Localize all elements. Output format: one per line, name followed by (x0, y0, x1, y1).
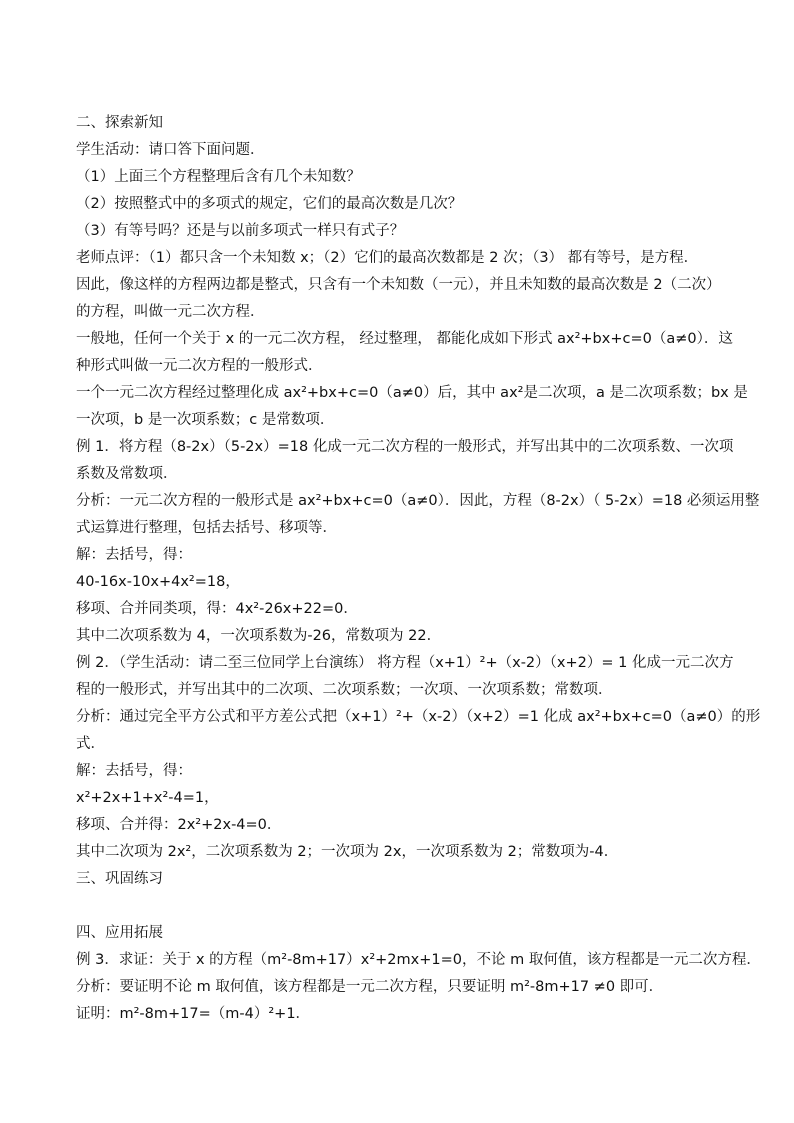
analysis-3: 分析：要证明不论 m 取何值，该方程都是一元二次方程，只要证明 m²-8m+17 ≠0 即可． (76, 979, 664, 995)
question-1: （1）上面三个方程整理后含有几个未知数？ (76, 169, 361, 185)
text-line: 其中二次项为 2x²，二次项系数为 2；一次项为 2x，一次项系数为 2；常数项为-4． (76, 844, 619, 860)
analysis-1: 分析：一元二次方程的一般形式是 ax²+bx+c=0（a≠0）．因此，方程（8-2x）（ 5-2x）=18 必须运用整 (76, 493, 760, 509)
example-2: 例 2．（学生活动：请二至三位同学上台演练） 将方程（x+1）²+（x-2）（x+2）= 1 化成一元二次方 (76, 655, 734, 671)
equation-line: 移项、合并得：2x²+2x-4=0． (76, 817, 282, 833)
teacher-comment: 老师点评：（1）都只含一个未知数 x；（2）它们的最高次数都是 2 次；（3） 都有等号，是方程． (76, 250, 699, 266)
section-heading-application: 四、应用拓展 (76, 925, 163, 941)
proof-line: 证明：m²-8m+17=（m-4）²+1． (76, 1006, 311, 1022)
text-line: 种形式叫做一元二次方程的一般形式． (76, 358, 323, 374)
question-2: （2）按照整式中的多项式的规定，它们的最高次数是几次？ (76, 196, 463, 212)
text-line: 式运算进行整理，包括去括号、移项等． (76, 520, 337, 536)
analysis-2: 分析：通过完全平方公式和平方差公式把（x+1）²+（x-2）（x+2）=1 化成 ax²+bx+c=0（a≠0）的形 (76, 709, 761, 725)
text-line: 一个一元二次方程经过整理化成 ax²+bx+c=0（a≠0）后，其中 ax²是二次项，a 是二次项系数；bx 是 (76, 385, 748, 401)
text-line: 程的一般形式，并写出其中的二次项、二次项系数；一次项、一次项系数；常数项． (76, 682, 613, 698)
equation-line: 40-16x-10x+4x²=18， (76, 574, 240, 590)
equation-line: 移项、合并同类项，得：4x²-26x+22=0． (76, 601, 358, 617)
text-line: 一般地，任何一个关于 x 的一元二次方程， 经过整理， 都能化成如下形式 ax²+bx+c=0（a≠0）．这 (76, 331, 733, 347)
blank-space (76, 893, 720, 920)
example-3: 例 3．求证：关于 x 的方程（m²-8m+17）x²+2mx+1=0，不论 m 取何值，该方程都是一元二次方程． (76, 952, 761, 968)
document-body (76, 110, 761, 1028)
question-3: （3）有等号吗？还是与以前多项式一样只有式子？ (76, 223, 405, 239)
text-line: 因此，像这样的方程两边都是整式，只含有一个未知数（一元），并且未知数的最高次数是 2（二次） (76, 277, 721, 293)
text-line: 一次项，b 是一次项系数；c 是常数项． (76, 412, 335, 428)
example-1: 例 1．将方程（8-2x）（5-2x）=18 化成一元二次方程的一般形式，并写出其中的二次项系数、一次项 (76, 439, 734, 455)
section-heading-explore: 二、探索新知 (76, 115, 163, 131)
equation-line: x²+2x+1+x²-4=1， (76, 790, 219, 806)
text-line: 的方程，叫做一元二次方程． (76, 304, 265, 320)
solution-1: 解：去括号，得： (76, 547, 192, 563)
solution-2: 解：去括号，得： (76, 763, 192, 779)
section-heading-practice: 三、巩固练习 (76, 871, 163, 887)
text-line: 其中二次项系数为 4，一次项系数为-26，常数项为 22． (76, 628, 442, 644)
text-line: 学生活动：请口答下面问题． (76, 142, 265, 158)
text-line: 系数及常数项． (76, 466, 178, 482)
text-line: 式． (76, 736, 105, 752)
